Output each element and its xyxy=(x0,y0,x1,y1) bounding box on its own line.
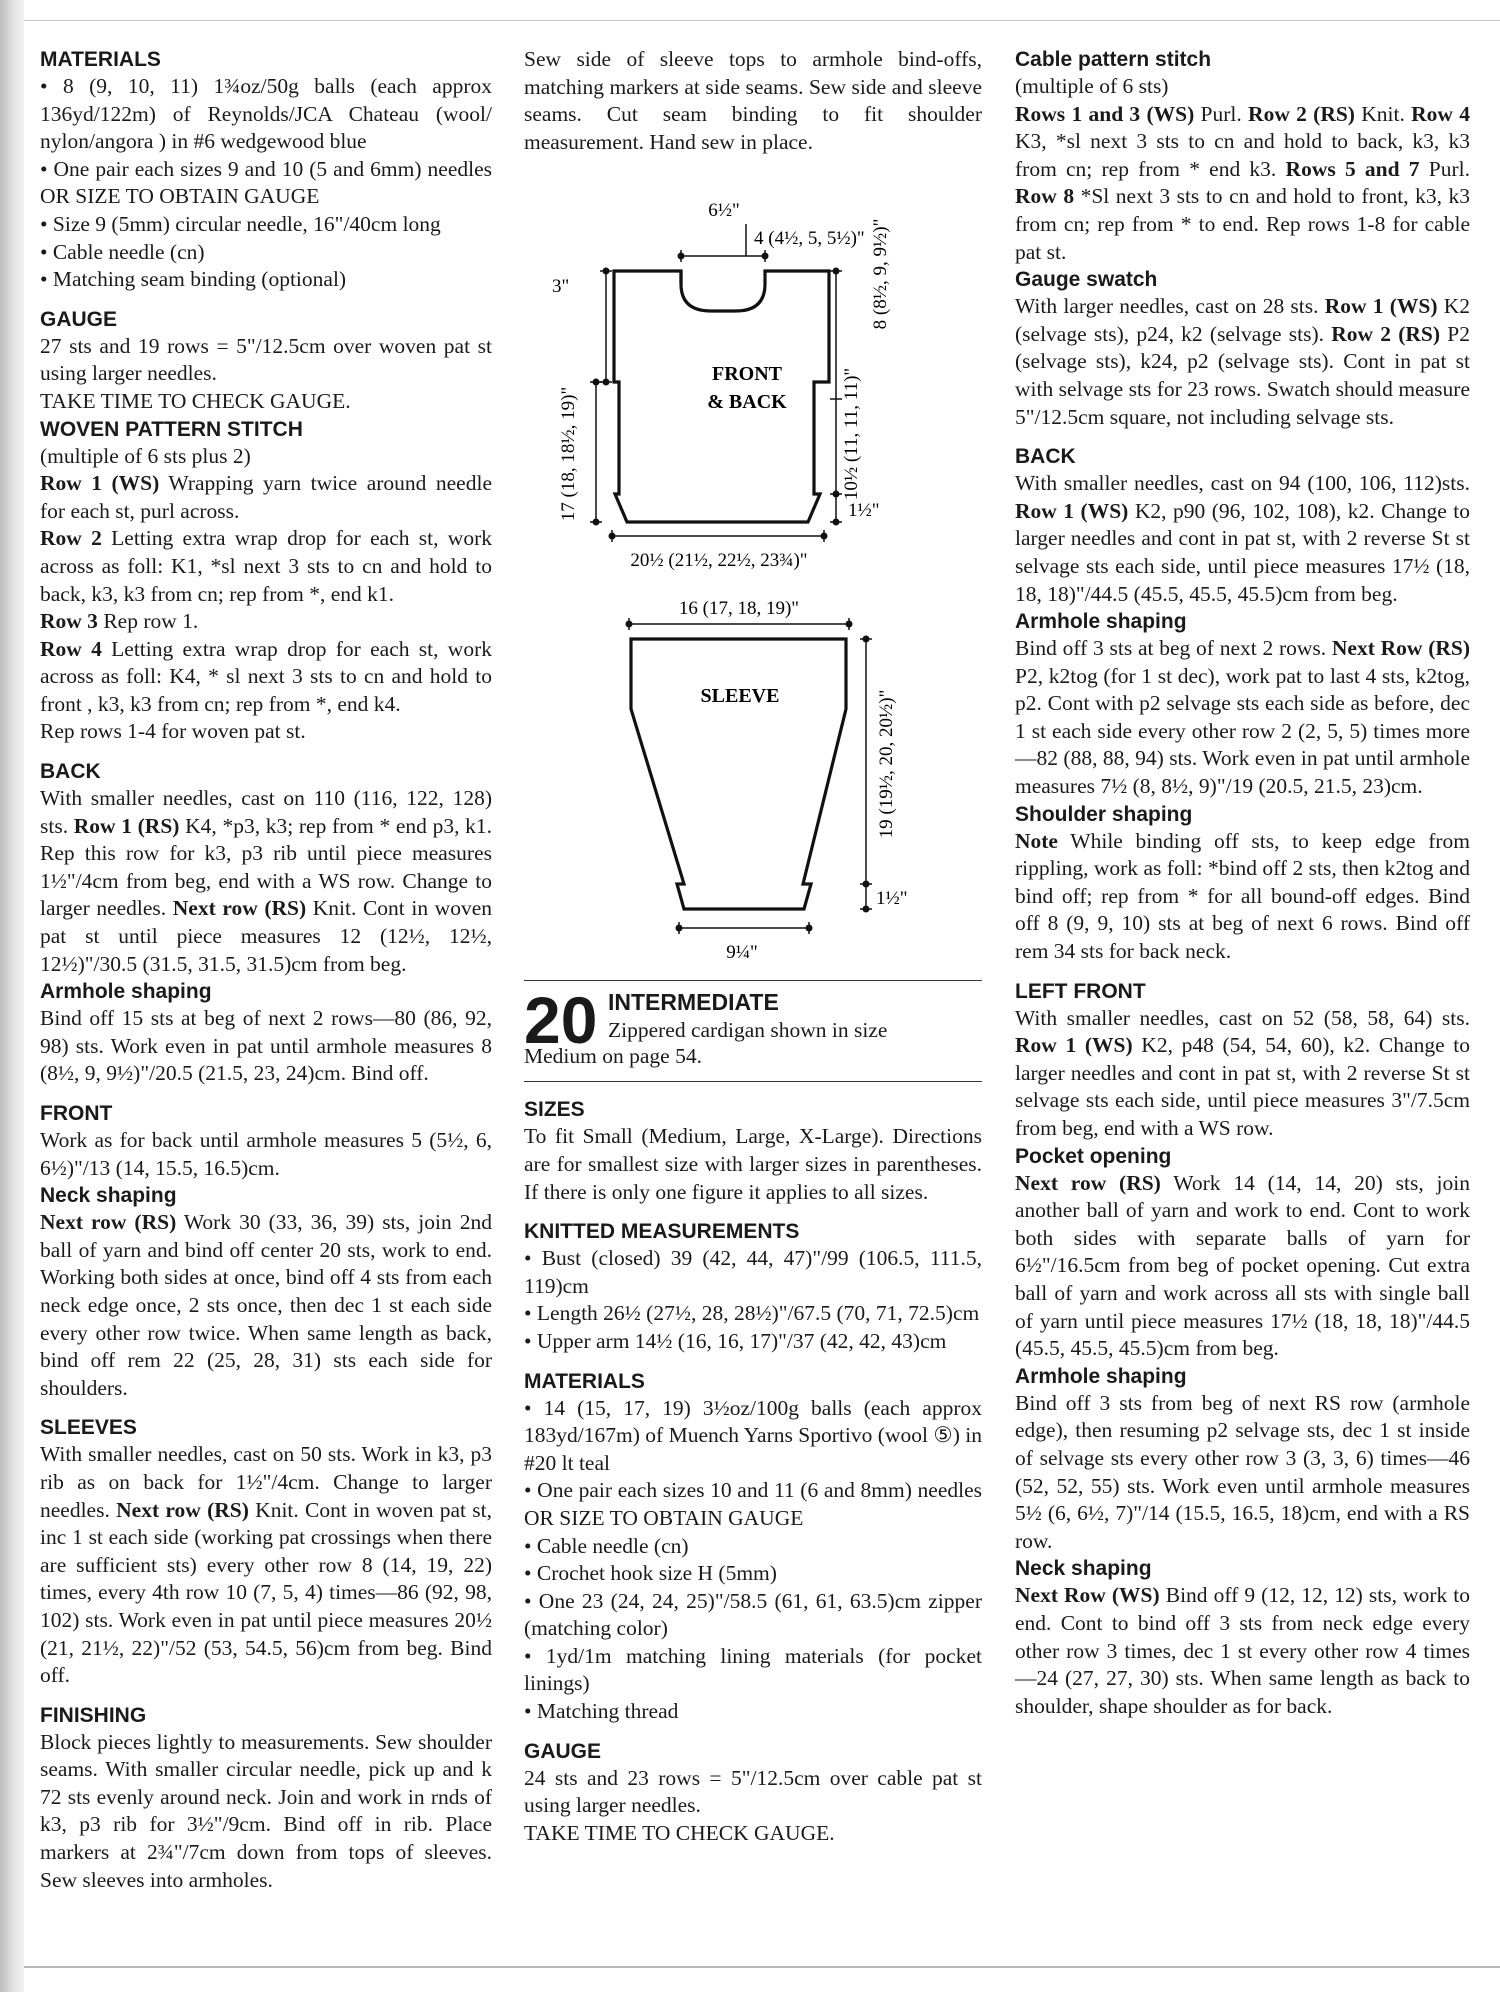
gauge-text: 27 sts and 19 rows = 5"/12.5cm over woven pat st using larger needles. xyxy=(40,333,492,386)
text-run: Work 30 (33, 36, 39) sts, join 2nd ball of yarn and bind off center 20 sts, work to end. Working both sides at once, bind off 4 sts from each neck edge once, 2 sts once, then dec 1 st each side every other row twice. When same length as back, bind off rem 22 (25, 28, 31) sts each side for shoulders. xyxy=(40,1210,492,1400)
armhole-text-3: Bind off 3 sts from beg of next RS row (armhole edge), then resuming p2 selvage sts, dec 1 st inside of selvage sts every other row 3 (3, 3, 6) times—46 (52, 52, 55) sts. Work even until armhole measures 5½ (6, 6½, 7)"/14 (15.5, 16.5, 18)cm, end with a RS row. xyxy=(1015,1390,1470,1553)
row-label: Row 2 xyxy=(40,526,102,551)
row-label: Row 8 xyxy=(1015,184,1075,209)
sleeve-bottom-label: 9¼" xyxy=(726,942,758,964)
sleeve-dimension-ticks xyxy=(626,621,870,932)
text-run: K3, *sl next 3 sts to cn and hold to back, k3, k3 from cn; rep from * end k3. xyxy=(1015,129,1470,181)
book-spine-shadow xyxy=(0,0,24,1992)
pocket-heading: Pocket opening xyxy=(1015,1144,1172,1168)
armhole-label: 8 (8½, 9, 9½)" xyxy=(870,219,891,330)
row-text: Wrapping yarn twice around needle for each st, purl across. xyxy=(40,471,492,523)
cable-multiple: (multiple of 6 sts) xyxy=(1015,74,1169,98)
text-run: K2, p90 (96, 102, 108), k2. Change to larger needles and cont in pat st, with 2 reverse St st selvage sts each side, until piece measures 17½ (18, 18, 18)"/44.5 (45.5, 45.5, 45.5)cm from beg. xyxy=(1015,498,1470,606)
gauge-check-2: TAKE TIME TO CHECK GAUGE. xyxy=(524,1820,835,1845)
sleeve-dimension-lines xyxy=(629,618,872,934)
text-run: Purl. xyxy=(1194,101,1249,126)
swatch-heading: Gauge swatch xyxy=(1015,268,1158,292)
text-run: Bind off 3 sts at beg of next 2 rows. xyxy=(1015,636,1332,661)
sleeve-rib-label: 1½" xyxy=(876,888,908,910)
left-front-text xyxy=(1015,1005,1470,1143)
sizes-text: To fit Small (Medium, Large, X-Large). Directions are for smallest size with larger sizes in parentheses. If there is only one figure it applies to all sizes. xyxy=(524,1124,982,1204)
materials-item: • One pair each sizes 9 and 10 (5 and 6mm) needles OR SIZE TO OBTAIN GAUGE xyxy=(40,156,492,209)
cable-heading: Cable pattern stitch xyxy=(1015,48,1212,71)
shoulder-heading: Shoulder shaping xyxy=(1015,802,1193,826)
text-run: Knit. Cont in woven pat st until piece measures 12 (12½, 12½, 12½)"/30.5 (31.5, 31.5, 31.5)cm from beg. xyxy=(40,896,492,976)
materials-item: • Matching thread xyxy=(524,1699,679,1724)
gauge-heading-2: GAUGE xyxy=(524,1739,602,1763)
sleeve-outline xyxy=(631,639,846,909)
neck-top-label: 6½" xyxy=(708,200,740,222)
sleeve-top-label: 16 (17, 18, 19)" xyxy=(678,598,800,620)
row-label: Row 1 (WS) xyxy=(40,471,160,496)
shoulder-label: 3" xyxy=(552,276,570,298)
schematic-diagrams xyxy=(524,164,982,972)
woven-heading: WOVEN PATTERN STITCH xyxy=(40,417,303,441)
back-text xyxy=(40,785,492,978)
row-label: Next Row (RS) xyxy=(1331,636,1470,661)
neck-text xyxy=(40,1209,492,1402)
neck-width-label: 4 (4½, 5, 5½)" xyxy=(754,228,865,250)
row-label: Row 1 (RS) xyxy=(73,813,180,838)
neck-heading: Neck shaping xyxy=(40,1184,177,1208)
back-label: & BACK xyxy=(707,391,787,414)
side-label: 10½ (11, 11, 11)" xyxy=(841,368,862,501)
swatch-text xyxy=(1015,293,1470,431)
woven-row-3 xyxy=(40,608,492,636)
measurements-heading: KNITTED MEASUREMENTS xyxy=(524,1220,800,1244)
pocket-text xyxy=(1015,1170,1470,1363)
materials-item: • One pair each sizes 10 and 11 (6 and 8mm) needles OR SIZE TO OBTAIN GAUGE xyxy=(524,1478,982,1530)
finishing-heading: FINISHING xyxy=(40,1703,147,1727)
woven-row-2 xyxy=(40,525,492,608)
materials-item: • 8 (9, 10, 11) 1¾oz/50g balls (each approx 136yd/122m) of Reynolds/JCA Chateau (wool/ nylon/angora ) in #6 wedgewood blue xyxy=(40,74,492,154)
row-label: Row 4 xyxy=(1411,101,1470,126)
woven-multiple: (multiple of 6 sts plus 2) xyxy=(40,443,251,468)
text-run: Purl. xyxy=(1419,156,1471,181)
text-run: P2, k2tog (for 1 st dec), work pat to last 4 sts, k2tog, p2. Cont with p2 selvage sts each side as before, dec 1 st each side every other row 2 (2, 5, 5) times more—82 (88, 88, 94) sts. Work even in pat until armhole measures 7½ (8, 8½, 9)"/19 (20.5, 21.5, 23)cm. xyxy=(1015,663,1470,799)
text-run: Bind off 9 (12, 12, 12) sts, work to end. Cont to bind off 3 sts from neck edge every other row 3 times, dec 1 st every other row 4 times—24 (27, 27, 30) sts. When same length as back to shoulder, shape shoulder as for back. xyxy=(1015,1583,1471,1718)
neck-heading-2: Neck shaping xyxy=(1015,1557,1152,1581)
measurement-item: • Length 26½ (27½, 28, 28½)"/67.5 (70, 71, 72.5)cm xyxy=(524,1301,980,1326)
skill-level: INTERMEDIATE xyxy=(608,989,779,1016)
project-intro: Zippered cardigan shown in size xyxy=(608,1018,888,1043)
finishing-continued: Sew side of sleeve tops to armhole bind-offs, matching markers at side seams. Sew side and sleeve seams. Cut seam binding to fit shoulder measurement. Hand sew in place. xyxy=(524,47,982,154)
sleeves-heading: SLEEVES xyxy=(40,1416,137,1440)
sleeve-label: SLEEVE xyxy=(700,685,780,708)
armhole-heading-2: Armhole shaping xyxy=(1015,610,1187,634)
rib-label: 1½" xyxy=(848,500,880,522)
sleeves-text xyxy=(40,1441,492,1689)
front-label: FRONT xyxy=(712,363,782,386)
row-label: Row 1 (WS) xyxy=(1324,294,1438,319)
text-run: Knit. Cont in woven pat st, inc 1 st each side (working pat crossings when there are sufficient sts) every other row 8 (14, 19, 22) times, every 4th row 10 (7, 5, 4) times—86 (92, 98, 102) sts. Work even in pat until piece measures 20½ (21, 21½, 22)"/52 (53, 54.5, 56)cm from beg. Bind off. xyxy=(40,1497,493,1688)
column-right xyxy=(1015,46,1470,1720)
armhole-heading: Armhole shaping xyxy=(40,980,212,1004)
text-run: Work 14 (14, 14, 20) sts, join another ball of yarn and work to end. Cont to work both sides with separate balls of yarn for 6½"/16.5cm from beg of pocket opening. Cut extra ball of yarn and work across all sts with single ball of yarn until piece measures 17½ (18, 18, 18)"/44.5 (45.5, 45.5, 45.5)cm from beg. xyxy=(1015,1170,1470,1361)
materials-heading-2: MATERIALS xyxy=(524,1369,645,1393)
measurement-item: • Bust (closed) 39 (42, 44, 47)"/99 (106.5, 111.5, 119)cm xyxy=(524,1246,982,1298)
row-text: Letting extra wrap drop for each st, work across as foll: K1, *sl next 3 sts to cn and hold to back, k3, k3 from cn; rep from *, end k1. xyxy=(40,526,492,606)
row-label: Next row (RS) xyxy=(1015,1170,1161,1195)
text-run: K4, *p3, k3; rep from * end p3, k1. Rep this row for k3, p3 rib until piece measures 1½"/4cm from beg, end with a WS row. Change to larger needles. xyxy=(40,813,492,921)
text-run: Knit. xyxy=(1354,101,1412,126)
materials-item: • 14 (15, 17, 19) 3½oz/100g balls (each approx 183yd/167m) of Muench Yarns Sportivo (wool ⑤) in #20 lt teal xyxy=(524,1395,982,1475)
materials-item: • Cable needle (cn) xyxy=(524,1533,689,1558)
text-run: With smaller needles, cast on 52 (58, 58, 64) sts. xyxy=(1015,1005,1470,1030)
column-middle xyxy=(524,46,982,1847)
armhole-heading-3: Armhole shaping xyxy=(1015,1364,1187,1388)
row-label: Rows 1 and 3 (WS) xyxy=(1015,101,1195,126)
project-intro-continued: Medium on page 54. xyxy=(524,1044,702,1069)
shoulder-text xyxy=(1015,828,1470,966)
row-text: Letting extra wrap drop for each st, work across as foll: K4, * sl next 3 sts to cn and hold to front , k3, k3 from cn; rep from *, end k4. xyxy=(40,636,492,716)
row-label: Row 3 xyxy=(40,609,98,634)
row-label: Row 4 xyxy=(40,636,102,661)
top-rule xyxy=(24,20,1500,21)
length-label: 17 (18, 18½, 19)" xyxy=(558,387,579,522)
materials-heading: MATERIALS xyxy=(40,48,161,71)
materials-item: • Cable needle (cn) xyxy=(40,239,205,264)
row-label: Next Row (WS) xyxy=(1015,1583,1160,1608)
row-label: Row 1 (WS) xyxy=(1015,1033,1133,1058)
row-label: Note xyxy=(1015,828,1058,853)
sizes-heading: SIZES xyxy=(524,1098,585,1122)
left-front-heading: LEFT FRONT xyxy=(1015,979,1146,1003)
row-label: Row 2 (RS) xyxy=(1248,101,1355,126)
row-text: Rep row 1. xyxy=(97,609,199,634)
materials-item: • One 23 (24, 24, 25)"/58.5 (61, 61, 63.5)cm zipper (matching color) xyxy=(524,1588,982,1641)
neck-text-2 xyxy=(1015,1582,1470,1720)
width-label: 20½ (21½, 22½, 23¾)" xyxy=(630,550,808,572)
sleeve-length-label: 19 (19½, 20, 20½)" xyxy=(876,690,897,839)
cable-text xyxy=(1015,101,1470,267)
armhole-text-2 xyxy=(1015,635,1470,801)
row-label: Next row (RS) xyxy=(116,1497,249,1522)
gauge-check: TAKE TIME TO CHECK GAUGE. xyxy=(40,388,351,413)
finishing-text: Block pieces lightly to measurements. Sew shoulder seams. With smaller circular needle, pick up and k 72 sts evenly around neck. Join and work in rnds of k3, p3 rib for 3½"/9cm. Bind off in rib. Place markers at 2¾"/7cm down from tops of sleeves. Sew sleeves into armholes. xyxy=(40,1729,492,1892)
row-label: Row 1 (WS) xyxy=(1015,498,1129,523)
text-run: K2 (selvage sts), p24, k2 (selvage sts). xyxy=(1015,294,1470,346)
row-label: Rows 5 and 7 xyxy=(1285,156,1420,181)
text-run: K2, p48 (54, 54, 60), k2. Change to larger needles and cont in pat st, with 2 reverse St st selvage sts each side, until piece measures 3"/7.5cm from beg, end with a WS row. xyxy=(1015,1033,1470,1140)
front-text: Work as for back until armhole measures 5 (5½, 6, 6½)"/13 (14, 15.5, 16.5)cm. xyxy=(40,1128,492,1180)
text-run: P2 (selvage sts), k24, p2 (selvage sts). Cont in pat st with selvage sts for 23 rows. Swatch should measure 5"/12.5cm square, not including selvage sts. xyxy=(1015,321,1470,429)
bottom-rule xyxy=(24,1966,1500,1968)
text-run: *Sl next 3 sts to cn and hold to front, k3, k3 from cn; rep from * to end. Rep rows 1-8 for cable pat st. xyxy=(1015,184,1470,264)
materials-item: • Matching seam binding (optional) xyxy=(40,267,347,292)
row-label: Next row (RS) xyxy=(172,896,307,921)
column-left xyxy=(40,46,492,1894)
woven-repeat: Rep rows 1-4 for woven pat st. xyxy=(40,719,306,744)
woven-row-4 xyxy=(40,636,492,719)
row-label: Row 2 (RS) xyxy=(1331,321,1441,346)
materials-item: • Crochet hook size H (5mm) xyxy=(524,1561,777,1586)
front-heading: FRONT xyxy=(40,1102,113,1125)
gauge-heading: GAUGE xyxy=(40,307,118,331)
text-run: With smaller needles, cast on 94 (100, 106, 112)sts. xyxy=(1015,471,1470,496)
text-run: With smaller needles, cast on 50 sts. Work in k3, p3 rib as on back for 1½"/4cm. Change to larger needles. xyxy=(40,1442,492,1522)
row-label: Next row (RS) xyxy=(40,1210,177,1235)
sleeve-schematic xyxy=(631,639,846,909)
text-run: With larger needles, cast on 28 sts. xyxy=(1015,294,1325,319)
gauge-text-2: 24 sts and 23 rows = 5"/12.5cm over cable pat st using larger needles. xyxy=(524,1765,982,1818)
project-header xyxy=(524,980,982,1082)
text-run: With smaller needles, cast on 110 (116, 122, 128) sts. xyxy=(40,786,492,838)
text-run: While binding off sts, to keep edge from rippling, work as foll: *bind off 2 sts, then k2tog and bind off; rep from * for all bound-off edges. Bind off 8 (9, 9, 10) sts at beg of next 6 rows. Bind off rem 34 sts for back neck. xyxy=(1015,828,1470,964)
back-text-2 xyxy=(1015,470,1470,608)
back-heading: BACK xyxy=(40,760,101,784)
armhole-text: Bind off 15 sts at beg of next 2 rows—80 (86, 92, 98) sts. Work even in pat until armhole measures 8 (8½, 9, 9½)"/20.5 (21.5, 23, 24)cm. Bind off. xyxy=(40,1006,492,1086)
project-number: 20 xyxy=(524,983,598,1058)
measurement-item: • Upper arm 14½ (16, 16, 17)"/37 (42, 42, 43)cm xyxy=(524,1328,947,1353)
materials-item: • 1yd/1m matching lining materials (for pocket linings) xyxy=(524,1643,982,1696)
back-heading-2: BACK xyxy=(1015,445,1076,469)
woven-row-1 xyxy=(40,470,492,525)
materials-item: • Size 9 (5mm) circular needle, 16"/40cm long xyxy=(40,211,441,236)
